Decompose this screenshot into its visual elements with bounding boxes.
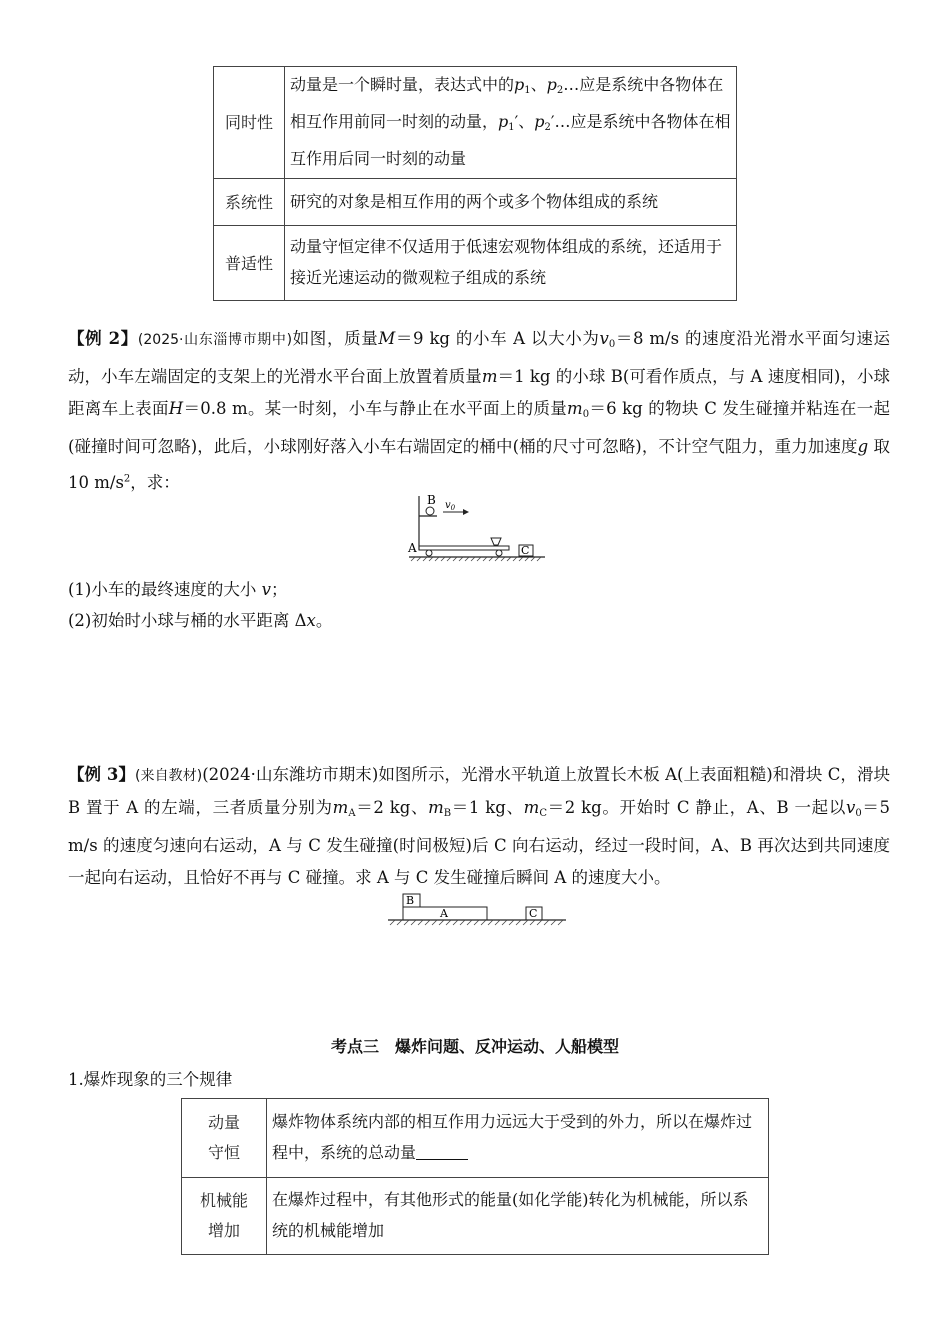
fig-label-b: B [406,894,415,907]
section-heading: 考点三 爆炸问题、反冲运动、人船模型 [330,1037,619,1056]
example-2-figure [405,490,550,566]
question-1: (1)小车的最终速度的大小 v； [68,580,288,599]
table-properties [213,66,737,301]
fig-label-b: B [427,493,436,507]
fig-label-a: A [408,541,417,555]
table-row [182,1099,769,1178]
table-row [182,1178,769,1255]
table-value: 在爆炸过程中，有其他形式的能量(如化学能)转化为机械能，所以系统的机械能增加 [267,1178,769,1255]
table-row [214,179,737,226]
table-key: 系统性 [214,179,285,226]
table-value: 研究的对象是相互作用的两个或多个物体组成的系统 [285,179,737,226]
table-key: 机械能 增加 [182,1178,267,1255]
table-row [214,67,737,179]
section-subheading: 1.爆炸现象的三个规律 [68,1070,233,1089]
question-2: (2)初始时小球与桶的水平距离 Δx。 [68,611,333,630]
table-value: 爆炸物体系统内部的相互作用力远远大于受到的外力，所以在爆炸过程中，系统的总动量 [267,1099,769,1178]
example-body: (2024·山东潍坊市期末)如图所示，光滑水平轨道上放置长木板 A(上表面粗糙)和滑块 C，滑块 B 置于 A 的左端，三者质量分别为$m_A=2$ kg、$m_B=1$ kg、$m_C=2$ kg。开始时 C 静止，A、B 一起以$v_0=5$ m/s 的速度匀速向右运动，A 与 C 发生碰撞(时间极短)后 C 向右运动，经过一段时间，A、B 再次达到共同速度一起向右运动，且恰好不再与 C 碰撞。求 A 与 C 发生碰撞后瞬间 A 的速度大小。 [68,765,890,887]
example-2-text [68,323,890,499]
table-value: 动量守恒定律不仅适用于低速宏观物体组成的系统，还适用于接近光速运动的微观粒子组成的系统 [285,226,737,301]
example-3-text [68,759,890,894]
example-source: (来自教材) [135,768,203,784]
fig-label-a: A [440,907,448,920]
example-label: 【例 3】 [68,765,136,784]
table-value: 动量是一个瞬时量，表达式中的$p_1$、$p_2\dots$应是系统中各物体在相互作用前同一时刻的动量，$p_1'$、$p_2'\dots$应是系统中各物体在相互作用后同一时刻的动量 [285,67,737,179]
fig-label-c: C [521,544,530,557]
fig-label-c: C [529,907,538,920]
example-source: (2025·山东淄博市期中) [137,332,293,348]
table-row [214,226,737,301]
answer-blank[interactable] [416,1143,468,1160]
table-explosion-laws [181,1098,769,1255]
table-key: 普适性 [214,226,285,301]
example-body: 如图，质量M＝9 kg 的小车 A 以大小为$v_0=8$ m/s 的速度沿光滑水平面匀速运动，小车左端固定的支架上的光滑水平台面上放置着质量m＝1 kg 的小球 B(可看作质点，与 A 速度相同)，小球距离车上表面H＝0.8 m。某一时刻，小车与静止在水平面上的质量$m_0=6$ kg 的物块 C 发生碰撞并粘连在一起(碰撞时间可忽略)，此后，小球刚好落入小车右端固定的桶中(桶的尺寸可忽略)，不计空气阻力，重力加速度g 取 10 $m/s^2$，求： [68,329,891,492]
example-label: 【例 2】 [68,329,138,348]
example-3-figure [386,890,568,930]
fig-label-v0: $v_0$ [445,500,456,512]
table-key: 同时性 [214,67,285,179]
table-key: 动量 守恒 [182,1099,267,1178]
